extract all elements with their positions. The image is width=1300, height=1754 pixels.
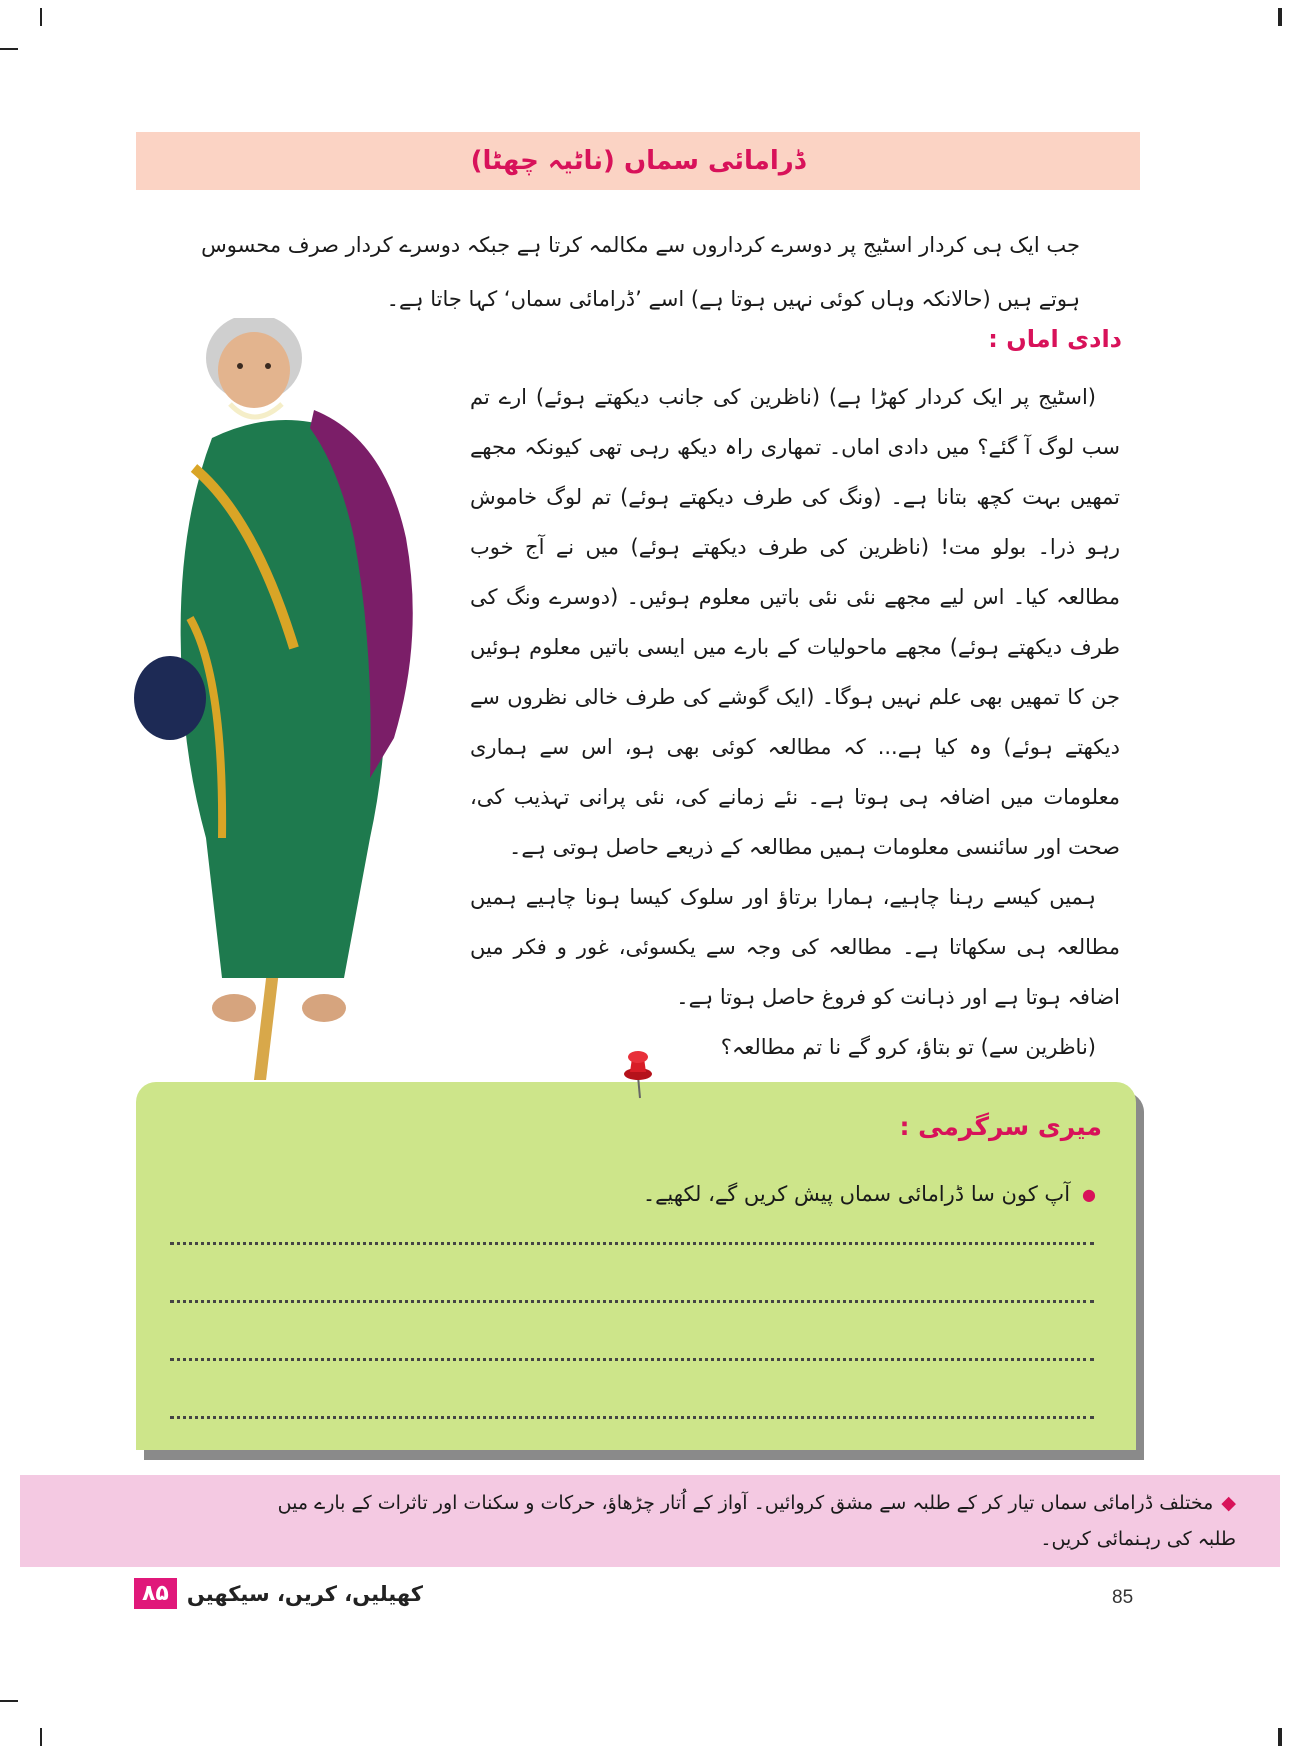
- teacher-note: [20, 1475, 1280, 1567]
- dialogue-paragraph: (ناظرین سے) تو بتاؤ، کرو گے نا تم مطالعہ؟: [720, 1035, 1096, 1059]
- page-number: 85: [1112, 1587, 1134, 1608]
- teacher-note-content: مختلف ڈرامائی سماں تیار کر کے طلبہ سے مشق کروائیں۔ آواز کے اُتار چڑھاؤ، حرکات و سکنات اور تاثرات کے بارے میں طلبہ کی رہنمائی کریں۔: [277, 1492, 1236, 1550]
- eye: [237, 363, 243, 369]
- bullet-icon: ●: [1082, 1184, 1096, 1204]
- activity-heading: میری سرگرمی :: [899, 1112, 1102, 1141]
- eye: [265, 363, 271, 369]
- answer-line[interactable]: [170, 1416, 1094, 1419]
- dialogue-paragraph: ہمیں کیسے رہنا چاہیے، ہمارا برتاؤ اور سلوک کیسا ہونا چاہیے ہمیں مطالعہ ہی سکھاتا ہے۔ مطالعہ کی وجہ سے یکسوئی، غور و فکر میں اضافہ ہوتا ہے اور ذہانت کو فروغ حاصل ہوتا ہے۔: [470, 885, 1120, 1009]
- answer-line[interactable]: [170, 1300, 1094, 1303]
- book-title: کھیلیں، کریں، سیکھیں: [186, 1581, 423, 1606]
- crop-mark: [1278, 8, 1282, 26]
- diamond-bullet-icon: ◆: [1221, 1492, 1236, 1514]
- answer-line[interactable]: [170, 1242, 1094, 1245]
- dialogue-paragraph: (اسٹیج پر ایک کردار کھڑا ہے) (ناظرین کی جانب دیکھتے ہوئے) ارے تم سب لوگ آ گئے؟ میں دادی اماں۔ تمھاری راہ دیکھ رہی تھی کیونکہ مجھے تمھیں بہت کچھ بتانا ہے۔ (ونگ کی طرف دیکھتے ہوئے) تم لوگ خاموش رہو ذرا۔ بولو مت! (ناظرین کی طرف دیکھتے ہوئے) میں نے آج خوب مطالعہ کیا۔ اس لیے مجھے نئی نئی باتیں معلوم ہوئیں۔ (دوسرے ونگ کی طرف دیکھتے ہوئے) مجھے ماحولیات کے بارے میں ایسی باتیں معلوم ہوئیں جن کا تمھیں بھی علم نہیں ہوگا۔ (ایک گوشے کی طرف خالی نظروں سے دیکھتے ہوئے) وہ کیا ہے... کہ مطالعہ کوئی بھی ہو، اس سے ہماری معلومات میں اضافہ ہی ہوتا ہے۔ نئے زمانے کی، نئی پرانی تہذیب کی، صحت اور سائنسی معلومات ہمیں مطالعہ کے ذریعے حاصل ہوتی ہے۔: [470, 385, 1120, 859]
- page-badge: ۸۵: [134, 1578, 177, 1609]
- foot: [212, 994, 256, 1022]
- crop-mark: [0, 48, 18, 50]
- footer-book: [134, 1578, 423, 1609]
- foot: [302, 994, 346, 1022]
- face: [218, 332, 290, 408]
- push-pin-icon: [618, 1048, 658, 1100]
- teacher-note-text: [276, 1485, 1236, 1557]
- activity-task: [643, 1182, 1096, 1206]
- crop-mark: [1278, 1728, 1282, 1746]
- intro-paragraph: جب ایک ہی کردار اسٹیج پر دوسرے کرداروں سے مکالمہ کرتا ہے جبکہ دوسرے کردار صرف محسوس ہوتے ہیں (حالانکہ وہاں کوئی نہیں ہوتا ہے) اسے ’ڈرامائی سماں‘ کہا جاتا ہے۔: [201, 233, 1080, 311]
- activity-box: [136, 1082, 1136, 1450]
- answer-line[interactable]: [170, 1358, 1094, 1361]
- grandmother-character-photo: [134, 318, 464, 1080]
- page-title: ڈرامائی سماں (ناٹیہ چھٹا): [470, 146, 806, 176]
- activity-task-text: آپ کون سا ڈرامائی سماں پیش کریں گے، لکھیے۔: [642, 1182, 1071, 1206]
- crop-mark: [40, 8, 42, 26]
- cloth-bag: [134, 656, 206, 740]
- crop-mark: [40, 1728, 42, 1746]
- title-bar: [136, 132, 1140, 190]
- dialogue-text: [470, 372, 1120, 1072]
- section-heading: دادی اماں :: [988, 325, 1122, 353]
- crop-mark: [0, 1700, 18, 1702]
